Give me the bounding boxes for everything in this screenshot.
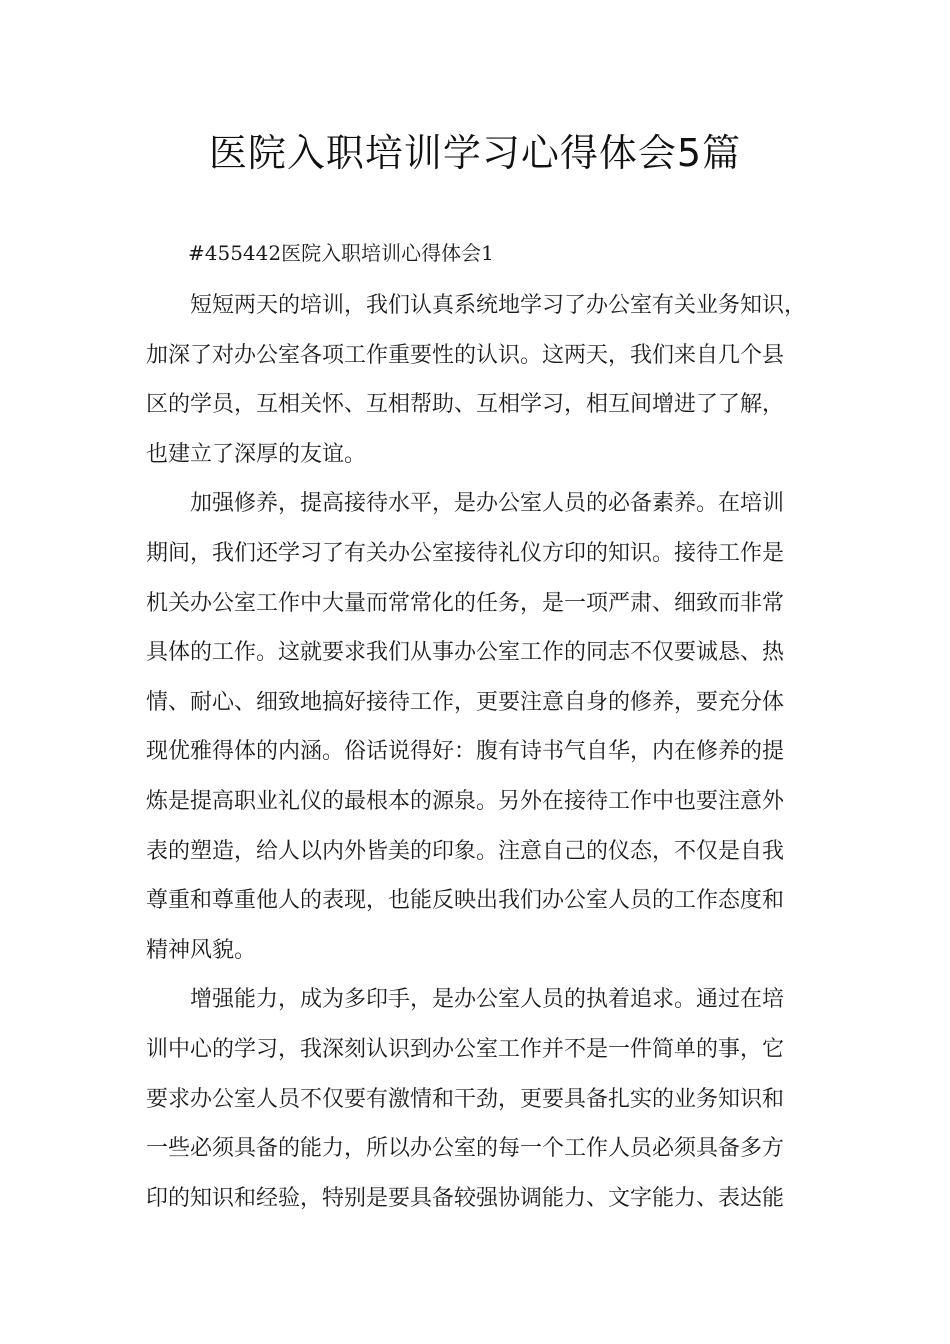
paragraph-line: 也建立了深厚的友谊。 [146, 441, 367, 467]
paragraph-line: 机关办公室工作中大量而常常化的任务，是一项严肃、细致而非常 [146, 590, 785, 616]
paragraph-1 [146, 281, 826, 479]
paragraph-line: 精神风貌。 [146, 937, 257, 963]
paragraph-line: 要求办公室人员不仅要有激情和干劲，更要具备扎实的业务知识和 [146, 1086, 785, 1112]
paragraph-line: 现优雅得体的内涵。俗话说得好：腹有诗书气自华，内在修养的提 [146, 739, 785, 765]
paragraph-line: 训中心的学习，我深刻认识到办公室工作并不是一件简单的事，它 [146, 1036, 785, 1062]
paragraph-line: 表的塑造，给人以内外皆美的印象。注意自己的仪态，不仅是自我 [146, 838, 785, 864]
paragraph-line: 印的知识和经验，特别是要具备较强协调能力、文字能力、表达能 [146, 1185, 785, 1211]
document-title: 医院入职培训学习心得体会5篇 [208, 131, 742, 175]
paragraph-line: 一些必须具备的能力，所以办公室的每一个工作人员必须具备多方 [146, 1136, 785, 1162]
paragraph-line: 具体的工作。这就要求我们从事办公室工作的同志不仅要诚恳、热 [146, 640, 785, 666]
paragraph-line: 短短两天的培训，我们认真系统地学习了办公室有关业务知识， [190, 293, 807, 318]
document-body [146, 281, 826, 1223]
section-heading: #455442医院入职培训心得体会1 [188, 241, 494, 265]
paragraph-line: 区的学员，互相关怀、互相帮助、互相学习，相互间增进了了解， [146, 392, 785, 418]
paragraph-line: 加深了对办公室各项工作重要性的认识。这两天，我们来自几个县 [146, 342, 785, 368]
paragraph-line: 加强修养，提高接待水平，是办公室人员的必备素养。在培训 [190, 491, 785, 517]
paragraph-line: 炼是提高职业礼仪的最根本的源泉。另外在接待工作中也要注意外 [146, 788, 785, 814]
paragraph-2 [146, 479, 826, 975]
paragraph-line: 尊重和尊重他人的表现，也能反映出我们办公室人员的工作态度和 [146, 888, 785, 914]
paragraph-line: 情、耐心、细致地搞好接待工作，更要注意自身的修养，要充分体 [146, 689, 785, 715]
paragraph-line: 期间，我们还学习了有关办公室接待礼仪方印的知识。接待工作是 [146, 540, 785, 566]
paragraph-line: 增强能力，成为多印手，是办公室人员的执着追求。通过在培 [190, 987, 785, 1013]
paragraph-3 [146, 975, 826, 1223]
